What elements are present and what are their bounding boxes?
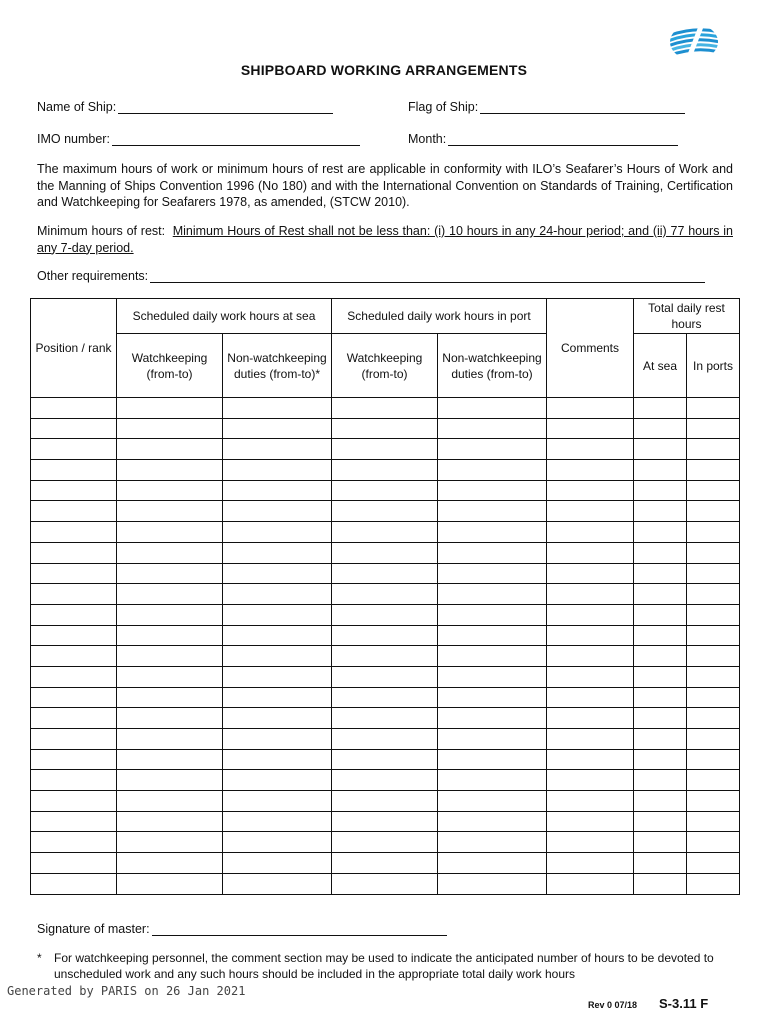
table-cell[interactable] bbox=[547, 439, 634, 460]
flag-of-ship-field[interactable] bbox=[408, 100, 685, 114]
table-cell[interactable] bbox=[547, 708, 634, 729]
signature-field[interactable] bbox=[37, 922, 447, 936]
table-cell[interactable] bbox=[117, 522, 223, 543]
footnote-text: For watchkeeping personnel, the comment section may be used to indicate the anticipated number of hours to be devoted to unscheduled work and any such hours should be included in the appropriate total daily work hours bbox=[54, 951, 714, 981]
table-cell[interactable] bbox=[438, 770, 547, 791]
table-cell[interactable] bbox=[223, 708, 332, 729]
other-requirements-field[interactable] bbox=[37, 269, 705, 283]
table-cell[interactable] bbox=[31, 729, 117, 750]
table-cell[interactable] bbox=[634, 687, 687, 708]
table-row bbox=[31, 708, 740, 729]
table-cell[interactable] bbox=[547, 729, 634, 750]
table-cell[interactable] bbox=[31, 501, 117, 522]
other-requirements-label: Other requirements: bbox=[37, 269, 149, 283]
table-cell[interactable] bbox=[438, 439, 547, 460]
table-cell[interactable] bbox=[332, 791, 438, 812]
table-cell[interactable] bbox=[332, 646, 438, 667]
table-row bbox=[31, 853, 740, 874]
table-row bbox=[31, 873, 740, 894]
table-cell[interactable] bbox=[687, 832, 740, 853]
table-cell[interactable] bbox=[547, 873, 634, 894]
table-cell[interactable] bbox=[31, 542, 117, 563]
table-cell[interactable] bbox=[687, 542, 740, 563]
table-cell[interactable] bbox=[547, 501, 634, 522]
form-code: S-3.11 F bbox=[659, 996, 709, 1011]
month-field[interactable] bbox=[408, 132, 678, 146]
table-cell[interactable] bbox=[438, 522, 547, 543]
table-cell[interactable] bbox=[438, 584, 547, 605]
table-cell[interactable] bbox=[634, 646, 687, 667]
table-cell[interactable] bbox=[438, 501, 547, 522]
table-cell[interactable] bbox=[31, 460, 117, 481]
sea-watchkeeping-header: Watchkeeping (from-to) bbox=[117, 334, 223, 398]
table-cell[interactable] bbox=[634, 749, 687, 770]
generated-stamp: Generated by PARIS on 26 Jan 2021 bbox=[7, 984, 246, 998]
table-cell[interactable] bbox=[117, 418, 223, 439]
table-cell[interactable] bbox=[117, 749, 223, 770]
table-cell[interactable] bbox=[223, 729, 332, 750]
table-row bbox=[31, 832, 740, 853]
rest-at-sea-header: At sea bbox=[634, 334, 687, 398]
table-cell[interactable] bbox=[438, 873, 547, 894]
table-cell[interactable] bbox=[31, 687, 117, 708]
table-cell[interactable] bbox=[223, 666, 332, 687]
table-cell[interactable] bbox=[634, 708, 687, 729]
table-cell[interactable] bbox=[332, 501, 438, 522]
table-cell[interactable] bbox=[223, 418, 332, 439]
table-cell[interactable] bbox=[31, 666, 117, 687]
table-cell[interactable] bbox=[117, 832, 223, 853]
table-row bbox=[31, 460, 740, 481]
table-cell[interactable] bbox=[223, 646, 332, 667]
table-cell[interactable] bbox=[687, 480, 740, 501]
org-logo-icon bbox=[668, 22, 720, 62]
table-cell[interactable] bbox=[547, 460, 634, 481]
table-cell[interactable] bbox=[634, 584, 687, 605]
table-cell[interactable] bbox=[687, 418, 740, 439]
table-cell[interactable] bbox=[634, 522, 687, 543]
table-cell[interactable] bbox=[117, 563, 223, 584]
table-cell[interactable] bbox=[438, 398, 547, 419]
table-cell[interactable] bbox=[332, 811, 438, 832]
table-cell[interactable] bbox=[438, 604, 547, 625]
imo-number-field[interactable] bbox=[37, 132, 360, 146]
table-cell[interactable] bbox=[634, 563, 687, 584]
table-cell[interactable] bbox=[687, 646, 740, 667]
table-cell[interactable] bbox=[223, 522, 332, 543]
table-cell[interactable] bbox=[31, 625, 117, 646]
table-cell[interactable] bbox=[31, 770, 117, 791]
name-of-ship-line bbox=[118, 100, 333, 114]
table-cell[interactable] bbox=[223, 584, 332, 605]
table-cell[interactable] bbox=[223, 480, 332, 501]
table-cell[interactable] bbox=[332, 625, 438, 646]
table-cell[interactable] bbox=[332, 666, 438, 687]
table-body bbox=[31, 398, 740, 895]
table-cell[interactable] bbox=[31, 522, 117, 543]
table-cell[interactable] bbox=[634, 791, 687, 812]
table-cell[interactable] bbox=[438, 666, 547, 687]
table-cell[interactable] bbox=[117, 811, 223, 832]
rest-in-ports-header: In ports bbox=[687, 334, 740, 398]
table-cell[interactable] bbox=[547, 563, 634, 584]
table-cell[interactable] bbox=[117, 398, 223, 419]
table-cell[interactable] bbox=[332, 584, 438, 605]
table-cell[interactable] bbox=[117, 708, 223, 729]
table-cell[interactable] bbox=[547, 832, 634, 853]
table-row bbox=[31, 418, 740, 439]
table-cell[interactable] bbox=[223, 439, 332, 460]
table-cell[interactable] bbox=[634, 770, 687, 791]
table-cell[interactable] bbox=[634, 729, 687, 750]
table-cell[interactable] bbox=[31, 749, 117, 770]
table-cell[interactable] bbox=[117, 604, 223, 625]
table-cell[interactable] bbox=[332, 853, 438, 874]
table-cell[interactable] bbox=[438, 811, 547, 832]
table-cell[interactable] bbox=[31, 646, 117, 667]
table-cell[interactable] bbox=[438, 418, 547, 439]
table-cell[interactable] bbox=[687, 770, 740, 791]
table-row bbox=[31, 666, 740, 687]
table-cell[interactable] bbox=[332, 832, 438, 853]
table-row bbox=[31, 584, 740, 605]
month-label: Month: bbox=[408, 132, 447, 146]
table-cell[interactable] bbox=[117, 666, 223, 687]
table-cell[interactable] bbox=[547, 604, 634, 625]
comments-header: Comments bbox=[547, 299, 634, 398]
table-cell[interactable] bbox=[438, 832, 547, 853]
table-row bbox=[31, 791, 740, 812]
table-cell[interactable] bbox=[687, 604, 740, 625]
table-cell[interactable] bbox=[31, 584, 117, 605]
table-cell[interactable] bbox=[223, 604, 332, 625]
table-row bbox=[31, 729, 740, 750]
table-cell[interactable] bbox=[117, 853, 223, 874]
table-cell[interactable] bbox=[117, 480, 223, 501]
sea-hours-header: Scheduled daily work hours at sea bbox=[117, 299, 332, 334]
table-cell[interactable] bbox=[438, 563, 547, 584]
table-cell[interactable] bbox=[687, 811, 740, 832]
table-cell[interactable] bbox=[634, 666, 687, 687]
table-cell[interactable] bbox=[547, 542, 634, 563]
table-cell[interactable] bbox=[31, 832, 117, 853]
table-cell[interactable] bbox=[31, 873, 117, 894]
rest-hours-header: Total daily rest hours bbox=[634, 299, 740, 334]
table-row bbox=[31, 749, 740, 770]
imo-number-line bbox=[112, 132, 360, 146]
table-row bbox=[31, 480, 740, 501]
table-cell[interactable] bbox=[438, 749, 547, 770]
table-cell[interactable] bbox=[223, 398, 332, 419]
table-row bbox=[31, 439, 740, 460]
port-hours-header: Scheduled daily work hours in port bbox=[332, 299, 547, 334]
table-cell[interactable] bbox=[223, 563, 332, 584]
work-hours-table bbox=[30, 298, 740, 895]
table-cell[interactable] bbox=[223, 832, 332, 853]
port-watchkeeping-header: Watchkeeping (from-to) bbox=[332, 334, 438, 398]
table-cell[interactable] bbox=[332, 873, 438, 894]
table-cell[interactable] bbox=[438, 708, 547, 729]
table-cell[interactable] bbox=[31, 811, 117, 832]
footnote bbox=[37, 950, 757, 982]
table-cell[interactable] bbox=[687, 729, 740, 750]
imo-number-label: IMO number: bbox=[37, 132, 110, 146]
table-cell[interactable] bbox=[332, 708, 438, 729]
signature-line bbox=[152, 922, 447, 936]
table-row bbox=[31, 522, 740, 543]
table-cell[interactable] bbox=[634, 542, 687, 563]
table-cell[interactable] bbox=[332, 770, 438, 791]
table-cell[interactable] bbox=[332, 460, 438, 481]
table-cell[interactable] bbox=[332, 687, 438, 708]
table-cell[interactable] bbox=[547, 522, 634, 543]
table-cell[interactable] bbox=[332, 439, 438, 460]
table-cell[interactable] bbox=[223, 873, 332, 894]
table-cell[interactable] bbox=[438, 853, 547, 874]
minimum-rest-label: Minimum hours of rest: bbox=[37, 224, 166, 238]
table-cell[interactable] bbox=[687, 584, 740, 605]
table-cell[interactable] bbox=[634, 501, 687, 522]
table-cell[interactable] bbox=[547, 811, 634, 832]
table-cell[interactable] bbox=[31, 853, 117, 874]
revision-label: Rev 0 07/18 bbox=[588, 1000, 638, 1010]
table-cell[interactable] bbox=[332, 563, 438, 584]
table-cell[interactable] bbox=[634, 398, 687, 419]
table-cell[interactable] bbox=[687, 749, 740, 770]
table-cell[interactable] bbox=[332, 729, 438, 750]
table-cell[interactable] bbox=[223, 770, 332, 791]
table-cell[interactable] bbox=[117, 584, 223, 605]
table-cell[interactable] bbox=[117, 542, 223, 563]
table-cell[interactable] bbox=[332, 604, 438, 625]
table-cell[interactable] bbox=[332, 522, 438, 543]
table-cell[interactable] bbox=[31, 563, 117, 584]
table-cell[interactable] bbox=[223, 791, 332, 812]
table-row bbox=[31, 811, 740, 832]
table-cell[interactable] bbox=[223, 460, 332, 481]
table-cell[interactable] bbox=[117, 625, 223, 646]
table-cell[interactable] bbox=[31, 439, 117, 460]
table-cell[interactable] bbox=[634, 853, 687, 874]
signature-label: Signature of master: bbox=[37, 922, 150, 936]
position-rank-header: Position / rank bbox=[31, 299, 117, 398]
flag-of-ship-label: Flag of Ship: bbox=[408, 100, 479, 114]
table-cell[interactable] bbox=[634, 811, 687, 832]
table-cell[interactable] bbox=[687, 687, 740, 708]
table-row bbox=[31, 398, 740, 419]
table-cell[interactable] bbox=[223, 687, 332, 708]
table-cell[interactable] bbox=[117, 460, 223, 481]
table-cell[interactable] bbox=[438, 542, 547, 563]
table-cell[interactable] bbox=[332, 749, 438, 770]
table-cell[interactable] bbox=[687, 563, 740, 584]
table-cell[interactable] bbox=[117, 791, 223, 812]
table-cell[interactable] bbox=[547, 749, 634, 770]
table-cell[interactable] bbox=[31, 708, 117, 729]
table-cell[interactable] bbox=[438, 791, 547, 812]
table-cell[interactable] bbox=[547, 853, 634, 874]
table-cell[interactable] bbox=[332, 480, 438, 501]
table-cell[interactable] bbox=[687, 708, 740, 729]
name-of-ship-label: Name of Ship: bbox=[37, 100, 117, 114]
table-cell[interactable] bbox=[547, 625, 634, 646]
table-cell[interactable] bbox=[634, 873, 687, 894]
port-non-watchkeeping-header: Non-watchkeeping duties (from-to) bbox=[438, 334, 547, 398]
footnote-marker: * bbox=[37, 951, 42, 965]
table-cell[interactable] bbox=[223, 625, 332, 646]
table-row bbox=[31, 625, 740, 646]
table-cell[interactable] bbox=[438, 646, 547, 667]
table-cell[interactable] bbox=[547, 398, 634, 419]
table-row bbox=[31, 770, 740, 791]
table-cell[interactable] bbox=[117, 729, 223, 750]
table-cell[interactable] bbox=[438, 625, 547, 646]
table-cell[interactable] bbox=[634, 418, 687, 439]
table-cell[interactable] bbox=[634, 439, 687, 460]
flag-of-ship-line bbox=[480, 100, 685, 114]
table-cell[interactable] bbox=[687, 853, 740, 874]
other-requirements-line bbox=[150, 269, 705, 283]
table-cell[interactable] bbox=[332, 418, 438, 439]
table-cell[interactable] bbox=[438, 480, 547, 501]
table-cell[interactable] bbox=[687, 398, 740, 419]
table-cell[interactable] bbox=[31, 791, 117, 812]
table-cell[interactable] bbox=[31, 418, 117, 439]
table-cell[interactable] bbox=[687, 873, 740, 894]
table-cell[interactable] bbox=[687, 791, 740, 812]
table-cell[interactable] bbox=[31, 398, 117, 419]
table-row bbox=[31, 542, 740, 563]
table-cell[interactable] bbox=[223, 811, 332, 832]
table-cell[interactable] bbox=[31, 480, 117, 501]
table-row bbox=[31, 563, 740, 584]
table-cell[interactable] bbox=[547, 480, 634, 501]
table-cell[interactable] bbox=[332, 398, 438, 419]
table-cell[interactable] bbox=[634, 625, 687, 646]
table-cell[interactable] bbox=[438, 687, 547, 708]
table-cell[interactable] bbox=[117, 439, 223, 460]
table-cell[interactable] bbox=[117, 873, 223, 894]
table-cell[interactable] bbox=[687, 460, 740, 481]
table-cell[interactable] bbox=[547, 584, 634, 605]
table-cell[interactable] bbox=[438, 729, 547, 750]
table-cell[interactable] bbox=[223, 853, 332, 874]
table-cell[interactable] bbox=[332, 542, 438, 563]
table-row bbox=[31, 687, 740, 708]
table-cell[interactable] bbox=[223, 501, 332, 522]
table-cell[interactable] bbox=[687, 522, 740, 543]
sea-non-watchkeeping-header: Non-watchkeeping duties (from-to)* bbox=[223, 334, 332, 398]
name-of-ship-field[interactable] bbox=[37, 100, 333, 114]
table-cell[interactable] bbox=[687, 501, 740, 522]
table-cell[interactable] bbox=[438, 460, 547, 481]
table-cell[interactable] bbox=[634, 604, 687, 625]
table-cell[interactable] bbox=[687, 439, 740, 460]
table-cell[interactable] bbox=[223, 749, 332, 770]
month-line bbox=[448, 132, 678, 146]
table-cell[interactable] bbox=[547, 666, 634, 687]
page-title: SHIPBOARD WORKING ARRANGEMENTS bbox=[240, 62, 528, 78]
table-cell[interactable] bbox=[634, 832, 687, 853]
table-cell[interactable] bbox=[634, 460, 687, 481]
table-cell[interactable] bbox=[547, 770, 634, 791]
table-cell[interactable] bbox=[31, 604, 117, 625]
table-cell[interactable] bbox=[547, 791, 634, 812]
table-cell[interactable] bbox=[117, 770, 223, 791]
table-cell[interactable] bbox=[547, 687, 634, 708]
table-row bbox=[31, 646, 740, 667]
table-cell[interactable] bbox=[634, 480, 687, 501]
table-cell[interactable] bbox=[687, 666, 740, 687]
table-cell[interactable] bbox=[547, 646, 634, 667]
table-cell[interactable] bbox=[117, 501, 223, 522]
table-cell[interactable] bbox=[117, 687, 223, 708]
table-cell[interactable] bbox=[687, 625, 740, 646]
table-cell[interactable] bbox=[117, 646, 223, 667]
table-cell[interactable] bbox=[223, 542, 332, 563]
table-cell[interactable] bbox=[547, 418, 634, 439]
table-row bbox=[31, 604, 740, 625]
table-row bbox=[31, 501, 740, 522]
minimum-rest-text: Minimum Hours of Rest shall not be less than: (i) 10 hours in any 24-hour period; and (ii) 77 hours in any 7-day period. bbox=[37, 224, 733, 255]
minimum-rest-paragraph bbox=[37, 223, 733, 256]
intro-paragraph: The maximum hours of work or minimum hours of rest are applicable in conformity with ILO’s Seafarer’s Hours of Work and the Manning of Ships Convention 1996 (No 180) and with the International Convention on Standards of Training, Certification and Watchkeeping for Seafarers 1978, as amended, (STCW 2010). bbox=[37, 162, 733, 209]
